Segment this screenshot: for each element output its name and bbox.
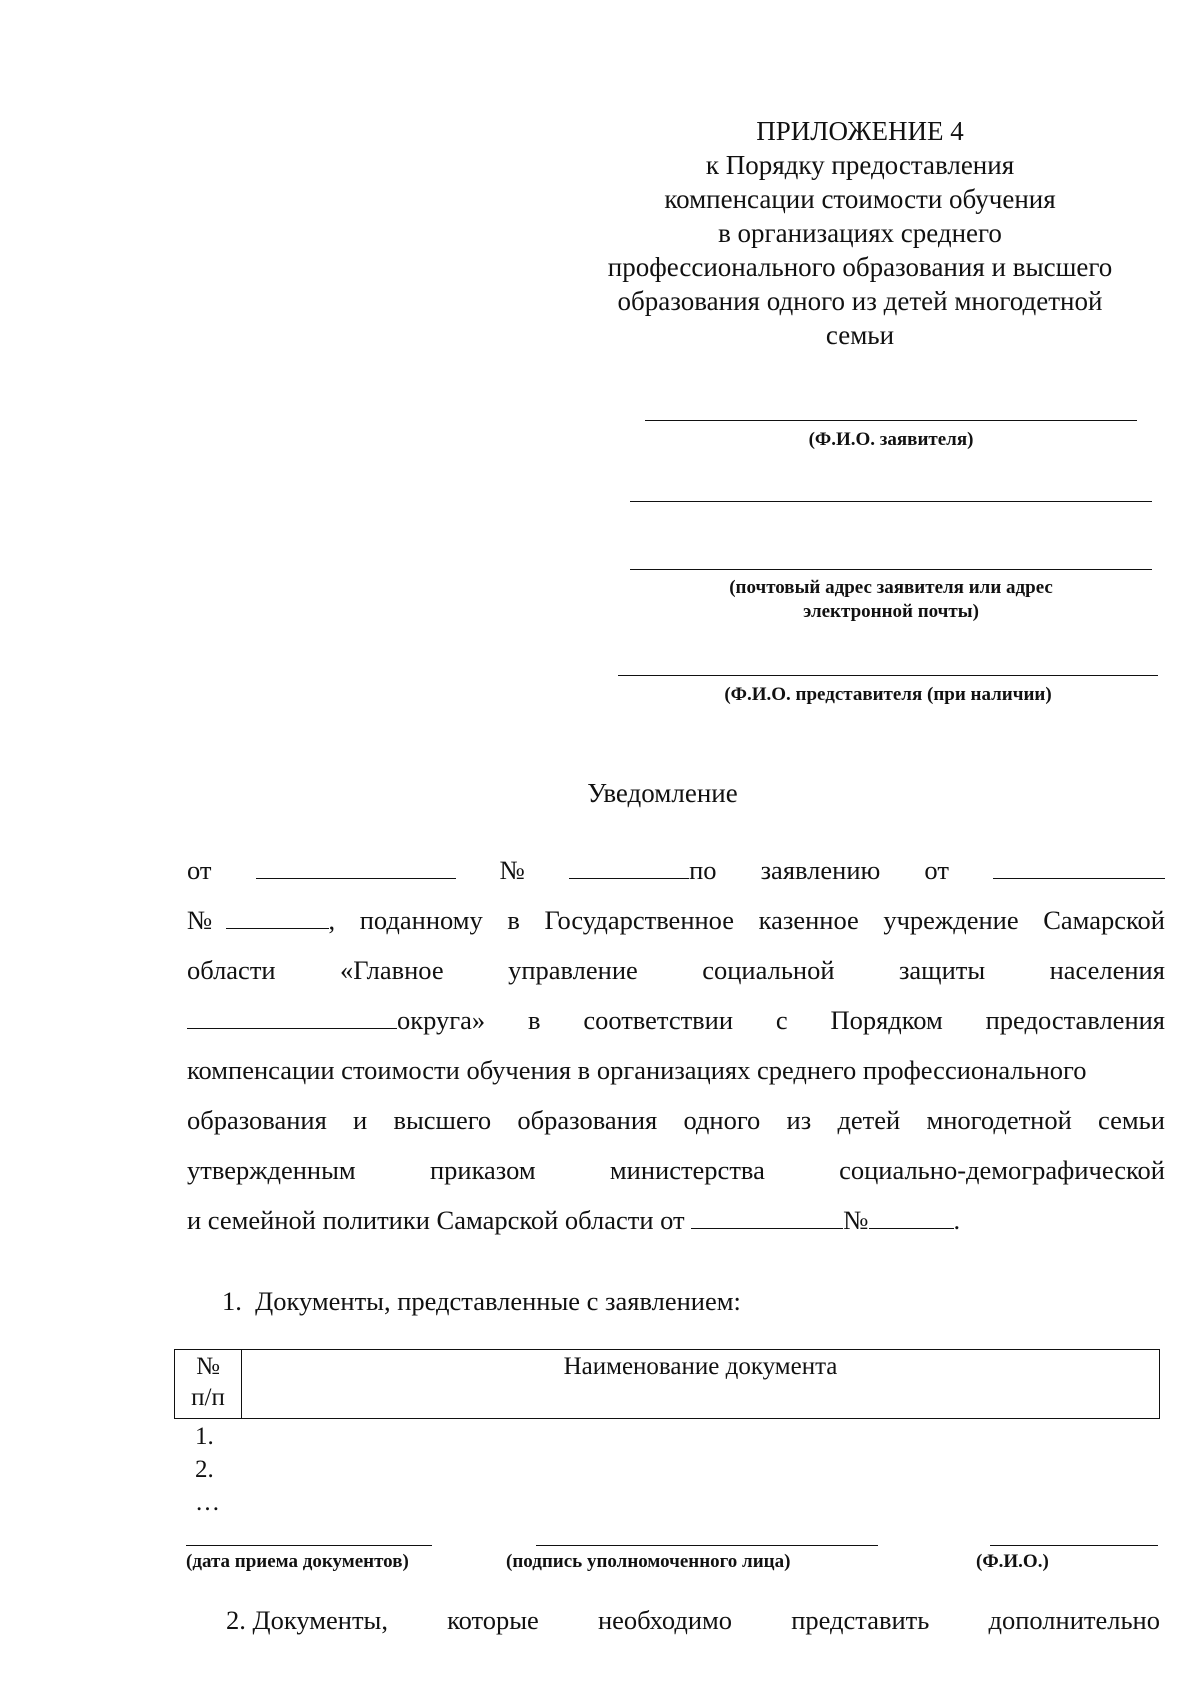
appendix-line: компенсации стоимости обучения	[664, 184, 1056, 214]
header-text: №	[196, 1353, 220, 1380]
word: министерства	[609, 1155, 765, 1185]
word: представить	[791, 1605, 930, 1635]
applicant-fio-caption: (Ф.И.О. заявителя)	[808, 429, 974, 450]
word: Порядком	[830, 1005, 943, 1035]
header-text: п/п	[191, 1384, 225, 1411]
word: социально-демографической	[839, 1155, 1165, 1185]
word: в	[527, 1005, 541, 1035]
paragraph-line: и семейной политики Самарской области от № .	[187, 1205, 961, 1235]
address-caption-line: (почтовый адрес заявителя или адрес	[729, 577, 1053, 598]
text-po: по	[689, 855, 717, 885]
word: из	[786, 1105, 812, 1135]
application-number-group: № ,	[187, 905, 336, 935]
word: дополнительно	[988, 1605, 1160, 1635]
appendix-line: профессионального образования и высшего	[607, 252, 1113, 282]
list-item: 1.	[195, 1423, 214, 1450]
word: населения	[1049, 955, 1165, 985]
representative-fio-caption: (Ф.И.О. представителя (при наличии)	[724, 684, 1052, 705]
word: области	[187, 955, 276, 985]
line-text: и семейной политики Самарской области от	[187, 1205, 685, 1235]
signature-line[interactable]	[536, 1545, 878, 1546]
section2-line	[226, 1605, 1160, 1636]
text-number-sign: №	[499, 855, 525, 885]
word: соответствии	[583, 1005, 734, 1035]
word: образования	[187, 1105, 327, 1135]
order-date-blank[interactable]	[691, 1206, 843, 1229]
paragraph-line	[187, 1005, 1165, 1055]
word: управление	[508, 955, 638, 985]
word: необходимо	[597, 1605, 733, 1635]
word: детей	[837, 1105, 901, 1135]
notice-number-group	[569, 855, 716, 886]
table-header-name: Наименование документа	[242, 1350, 1160, 1419]
notice-title: Уведомление	[587, 778, 738, 808]
appendix-header	[580, 114, 1140, 352]
word: с	[775, 1005, 788, 1035]
word: утвержденным	[187, 1155, 356, 1185]
notice-paragraph	[187, 855, 1165, 1255]
paragraph-line	[187, 855, 1165, 905]
line-text: компенсации стоимости обучения в организациях среднего профессионального	[187, 1055, 1087, 1085]
word: предоставления	[985, 1005, 1165, 1035]
word: 2. Документы,	[226, 1605, 388, 1635]
word: «Главное	[340, 955, 444, 985]
word: одного	[683, 1105, 761, 1135]
district-blank[interactable]	[187, 1006, 397, 1029]
official-fio-caption: (Ф.И.О.)	[976, 1551, 1049, 1572]
word: казенное	[758, 905, 859, 935]
table-header-number	[175, 1350, 242, 1419]
text-ot: от	[924, 855, 949, 885]
appendix-line: семьи	[825, 320, 895, 350]
word: округа»	[397, 1005, 486, 1035]
word: приказом	[429, 1155, 536, 1185]
word: Государственное	[544, 905, 735, 935]
address-caption-line: электронной почты)	[803, 601, 979, 622]
paragraph-line	[187, 1105, 1165, 1155]
notice-date-blank[interactable]	[256, 856, 456, 879]
list-item: 2.	[195, 1456, 214, 1483]
order-number-blank[interactable]	[869, 1206, 954, 1229]
district-group	[187, 1005, 485, 1036]
paragraph-line	[187, 1055, 1165, 1105]
word: семьи	[1098, 1105, 1165, 1135]
word: поданному	[359, 905, 483, 935]
documents-list	[195, 1420, 220, 1519]
documents-table	[174, 1349, 1160, 1419]
applicant-fio-line[interactable]	[645, 420, 1137, 421]
word: в	[507, 905, 520, 935]
text-number-sign: №	[187, 905, 213, 935]
word: и	[353, 1105, 368, 1135]
word: образования	[517, 1105, 658, 1135]
paragraph-line	[187, 955, 1165, 1005]
application-date-blank[interactable]	[993, 856, 1165, 879]
application-number-blank[interactable]	[226, 906, 329, 929]
word: которые	[447, 1605, 539, 1635]
paragraph-line	[187, 1155, 1165, 1205]
appendix-title: ПРИЛОЖЕНИЕ 4	[756, 116, 964, 146]
official-fio-line[interactable]	[990, 1545, 1158, 1546]
text-number-sign: №	[843, 1205, 869, 1235]
word: защиты	[898, 955, 986, 985]
date-received-caption: (дата приема документов)	[186, 1551, 409, 1572]
word: Самарской	[1043, 905, 1165, 935]
paragraph-line	[187, 905, 1165, 955]
text-from: от	[187, 855, 212, 885]
appendix-line: в организациях среднего	[718, 218, 1002, 248]
text-application: заявлению	[760, 855, 881, 885]
word: социальной	[702, 955, 835, 985]
appendix-line: к Порядку предоставления	[705, 150, 1015, 180]
word: учреждение	[883, 905, 1019, 935]
section1-heading: 1. Документы, представленные с заявлением:	[222, 1286, 741, 1316]
notice-number-blank[interactable]	[569, 856, 689, 879]
word: многодетной	[926, 1105, 1072, 1135]
date-received-line[interactable]	[186, 1545, 432, 1546]
appendix-line: образования одного из детей многодетной	[617, 286, 1103, 316]
signature-caption: (подпись уполномоченного лица)	[506, 1551, 791, 1572]
word: высшего	[393, 1105, 492, 1135]
applicant-address-line-2[interactable]	[630, 569, 1152, 570]
representative-fio-line[interactable]	[618, 675, 1158, 676]
list-item: …	[195, 1489, 220, 1516]
applicant-address-line-1[interactable]	[630, 501, 1152, 502]
applicant-address-caption	[630, 576, 1152, 624]
